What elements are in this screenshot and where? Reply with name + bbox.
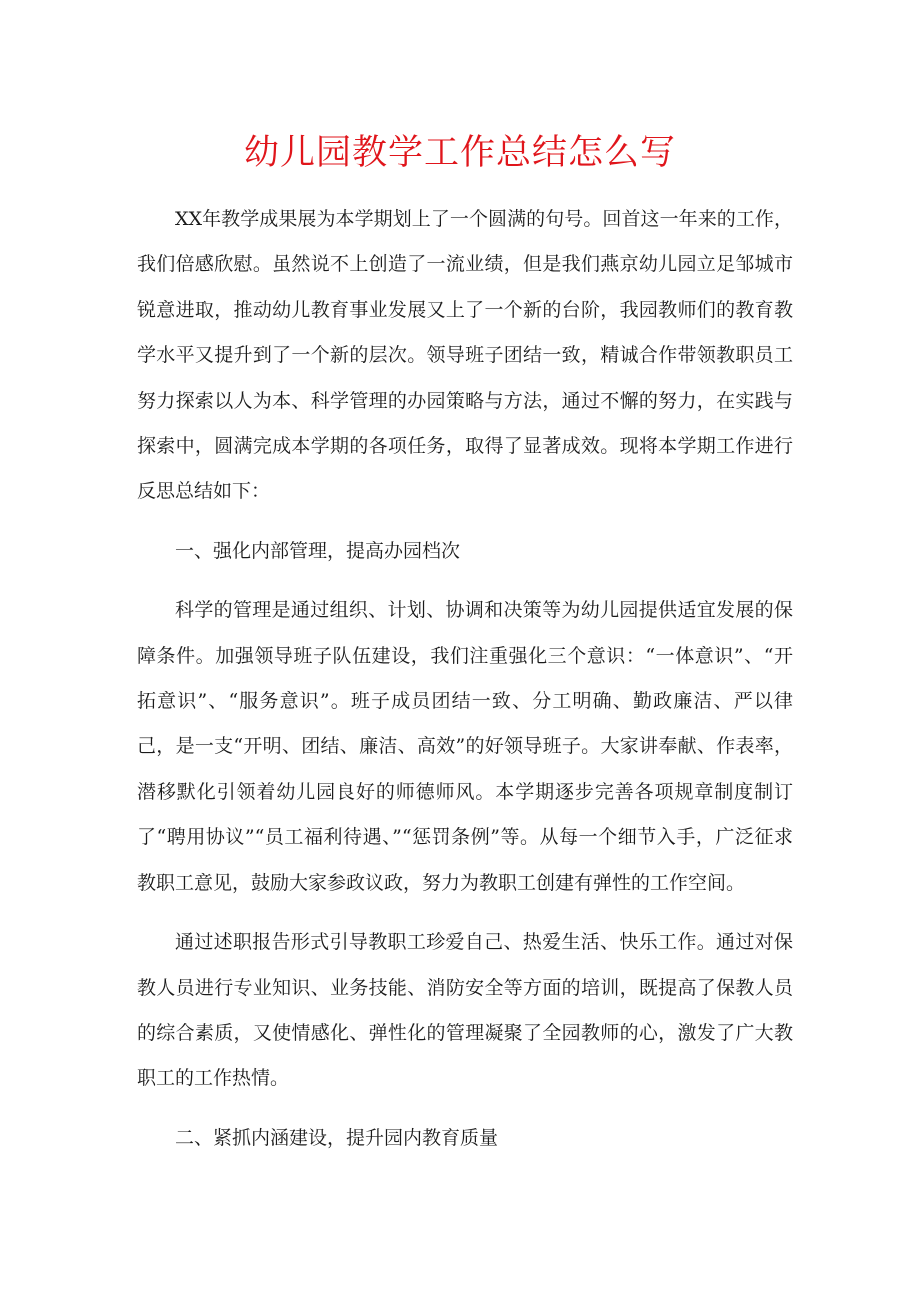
section-heading-2: 二、紧抓内涵建设，提升园内教育质量 bbox=[175, 1126, 499, 1149]
section-heading-1: 一、强化内部管理，提高办园档次 bbox=[175, 539, 461, 562]
body-paragraph: 科学的管理是通过组织、计划、协调和决策等为幼儿园提供适宜发展的保障条件。加强领导班子队伍建设，我们注重强化三个意识：“一体意识”、“开拓意识”、“服务意识”。班子成员团结一致、分工明确、勤政廉洁、严以律己，是一支“开明、团结、廉洁、高效”的好领导班子。大家讲奉献、作表率，潜移默化引领着幼儿园良好的师德师风。本学期逐步完善各项规章制度制订了“聘用协议”“员工福利待遇、”“惩罚条例”等。从每一个细节入手，广泛征求教职工意见，鼓励大家参政议政，努力为教职工创建有弹性的工作空间。 bbox=[137, 599, 793, 894]
intro-paragraph: XX年教学成果展为本学期划上了一个圆满的句号。回首这一年来的工作，我们倍感欣慰。虽然说不上创造了一流业绩，但是我们燕京幼儿园立足邹城市锐意进取，推动幼儿教育事业发展又上了一个新的台阶，我园教师们的教育教学水平又提升到了一个新的层次。领导班子团结一致，精诚合作带领教职员工努力探索以人为本、科学管理的办园策略与方法，通过不懈的努力，在实践与探索中，圆满完成本学期的各项任务，取得了显著成效。现将本学期工作进行反思总结如下： bbox=[137, 208, 793, 503]
document-title: 幼儿园教学工作总结怎么写 bbox=[243, 133, 676, 173]
document-body bbox=[137, 197, 793, 1161]
body-paragraph: 通过述职报告形式引导教职工珍爱自己、热爱生活、快乐工作。通过对保教人员进行专业知识、业务技能、消防安全等方面的培训，既提高了保教人员的综合素质，又使情感化、弹性化的管理凝聚了全园教师的心，激发了广大教职工的工作热情。 bbox=[137, 931, 793, 1090]
